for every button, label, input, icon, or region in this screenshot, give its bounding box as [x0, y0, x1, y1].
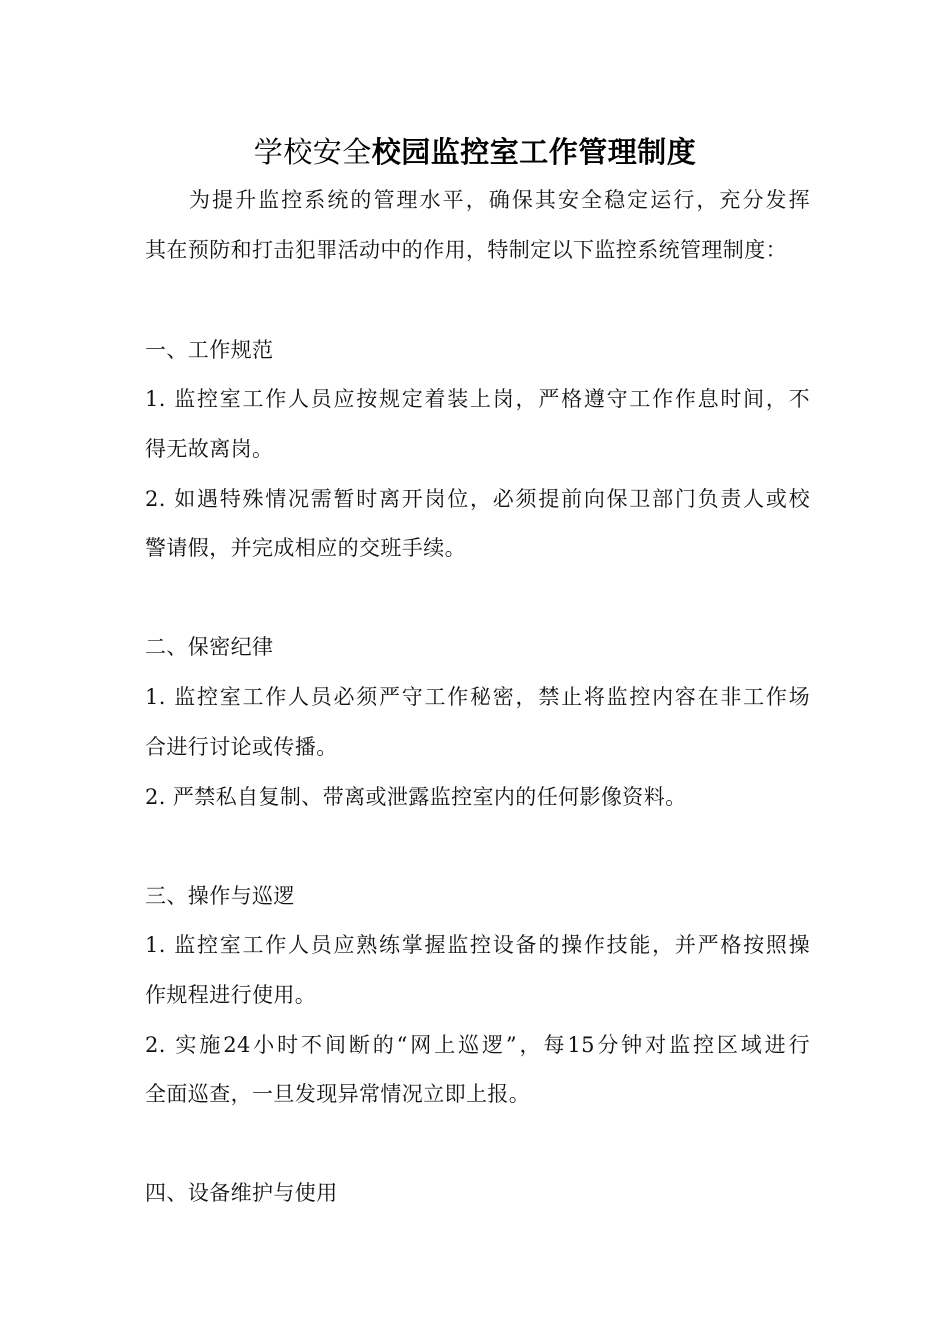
section-3-item-2-line-2: 全面巡查，一旦发现异常情况立即上报。 — [145, 1082, 531, 1106]
section-2-item-1-line-1: 1. 监控室工作人员必须严守工作秘密，禁止将监控内容在非工作场 — [145, 685, 810, 709]
section-3-item-2-line-1: 2. 实施24小时不间断的“网上巡逻”，每15分钟对监控区域进行 — [145, 1033, 810, 1057]
section-1-item-1-line-1: 1. 监控室工作人员应按规定着装上岗，严格遵守工作作息时间，不 — [145, 387, 810, 411]
section-1-item-1-line-2: 得无故离岗。 — [145, 437, 274, 461]
title-part-2: 校园监控室工作管理制度 — [371, 135, 697, 169]
section-1-item-2-line-1: 2. 如遇特殊情况需暂时离开岗位，必须提前向保卫部门负责人或校 — [145, 487, 810, 511]
section-heading: 四、设备维护与使用 — [145, 1181, 338, 1205]
intro-line-1: 为提升监控系统的管理水平，确保其安全稳定运行，充分发挥 — [189, 188, 810, 212]
section-3-item-1-line-1: 1. 监控室工作人员应熟练掌握监控设备的操作技能，并严格按照操 — [145, 933, 810, 957]
document-title — [0, 130, 950, 174]
section-2-item-1-line-2: 合进行讨论或传播。 — [145, 735, 338, 759]
section-heading: 一、工作规范 — [145, 338, 274, 362]
section-3-item-1-line-2: 作规程进行使用。 — [145, 983, 317, 1007]
section-1-item-2-line-2: 警请假，并完成相应的交班手续。 — [145, 536, 466, 560]
intro-line-2: 其在预防和打击犯罪活动中的作用，特制定以下监控系统管理制度： — [145, 238, 787, 262]
section-heading: 二、保密纪律 — [145, 635, 274, 659]
section-2-item-2-line-1: 2. 严禁私自复制、带离或泄露监控室内的任何影像资料。 — [145, 785, 687, 809]
section-heading: 三、操作与巡逻 — [145, 884, 295, 908]
title-part-1: 学校安全 — [253, 135, 372, 169]
